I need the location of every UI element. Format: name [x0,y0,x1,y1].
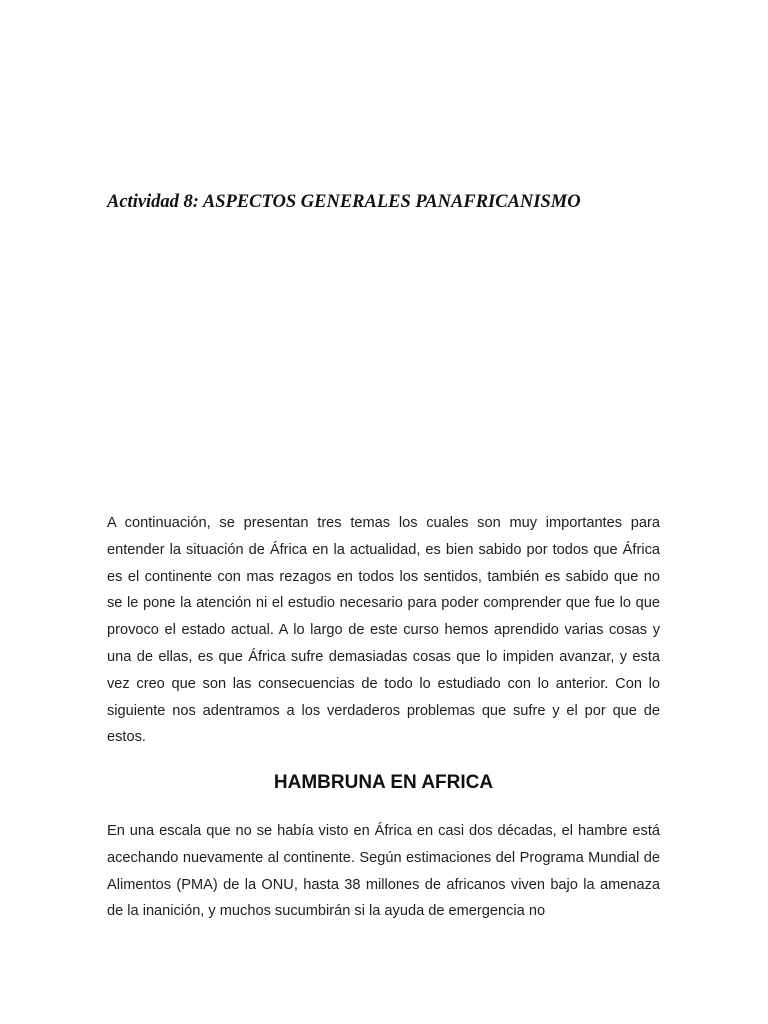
document-title: Actividad 8: ASPECTOS GENERALES PANAFRICANISMO [107,192,581,212]
intro-paragraph: A continuación, se presentan tres temas los cuales son muy importantes para entender la situación de África en la actualidad, es bien sabido por todos que África es el continente con mas rezagos en todos los sentidos, también es sabido que no se le pone la atención ni el estudio necesario para poder comprender que fue lo que provoco el estado actual. A lo largo de este curso hemos aprendido varias cosas y una de ellas, es que África sufre demasiadas cosas que lo impiden avanzar, y esta vez creo que son las consecuencias de todo lo estudiado con lo anterior. Con lo siguiente nos adentramos a los verdaderos problemas que sufre y el por que de estos. [107,515,660,746]
section-paragraph: En una escala que no se había visto en África en casi dos décadas, el hambre está acechando nuevamente al continente. Según estimaciones del Programa Mundial de Alimentos (PMA) de la ONU, hasta 38 millones de africanos viven bajo la amenaza de la inanición, y muchos sucumbirán si la ayuda de emergencia no [107,823,660,920]
section-heading: HAMBRUNA EN AFRICA [273,772,494,793]
